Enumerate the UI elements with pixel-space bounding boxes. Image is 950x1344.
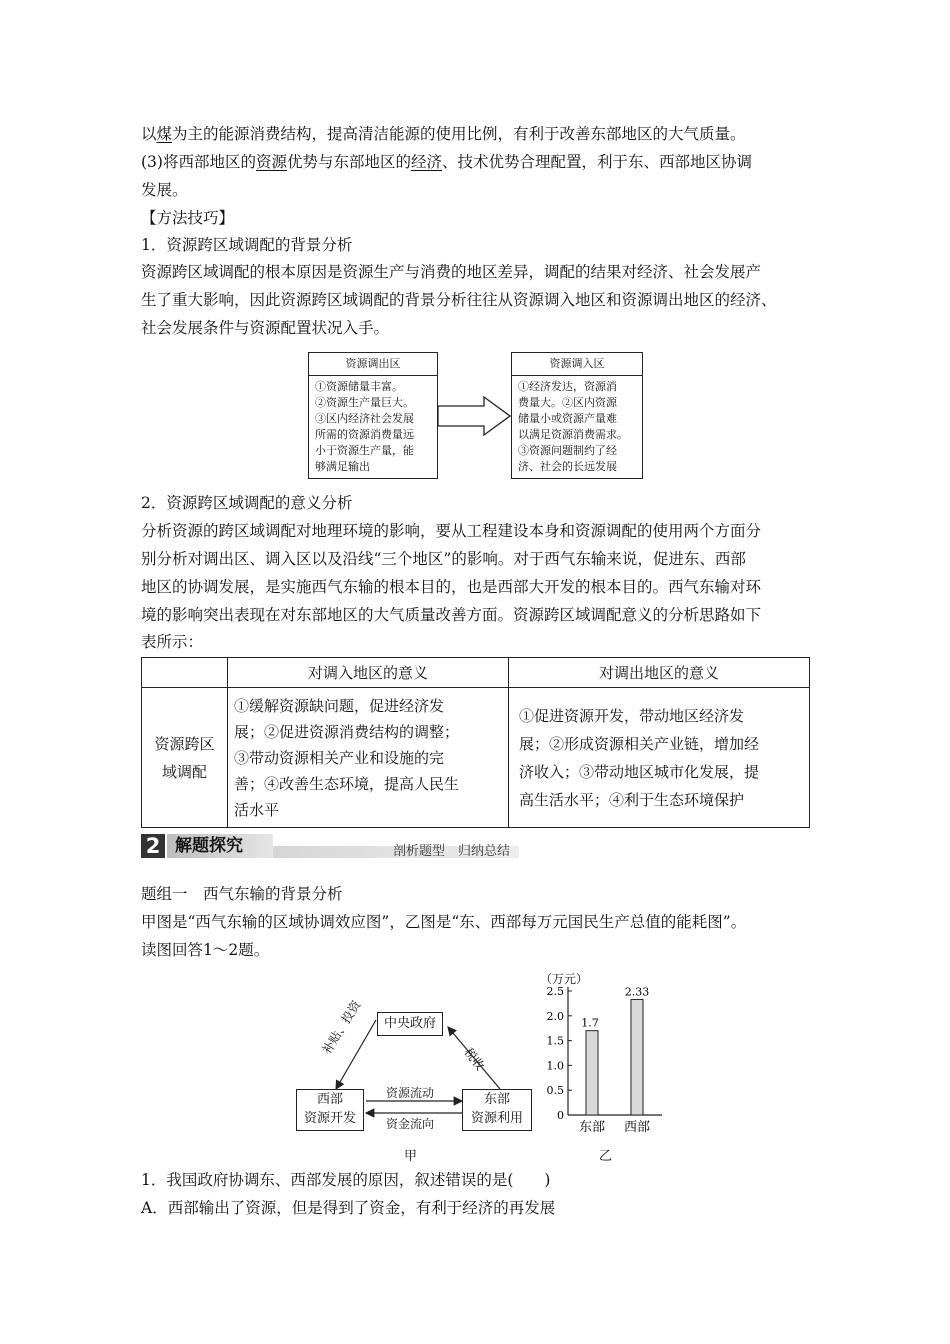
table-row-label: 资源跨区 域调配 <box>142 688 228 828</box>
bar-data-label: 1.7 <box>581 1016 599 1030</box>
group-title: 题组一 西气东输的背景分析 <box>141 885 343 903</box>
flow-arrow-icon <box>436 395 512 437</box>
y-tick-label: 1.0 <box>546 1059 564 1073</box>
y-tick-label: 2.5 <box>546 985 564 998</box>
sec1-line: 生了重大影响，因此资源跨区域调配的背景分析往往从资源调入地区和资源调出地区的经济、 <box>141 291 777 309</box>
x-tick-label: 东部 <box>578 1120 606 1135</box>
x-tick-label: 西部 <box>623 1120 651 1135</box>
caption-jia: 甲 <box>404 1149 418 1164</box>
sec1-line: 社会发展条件与资源配置状况入手。 <box>141 319 390 337</box>
significance-table <box>141 657 810 828</box>
energy-bar-chart <box>534 985 664 1145</box>
sec2-line: 境的影响突出表现在对东部地区的大气质量改善方面。资源跨区域调配意义的分析思路如下 <box>141 606 762 624</box>
y-tick-label: 1.5 <box>546 1034 564 1048</box>
bar <box>586 1031 598 1115</box>
sec2-line: 地区的协调发展，是实施西气东输的根本目的，也是西部大开发的根本目的。西气东输对环 <box>141 578 762 596</box>
banner-title: 解题探究 <box>175 836 243 856</box>
table-header-cell: 对调入地区的意义 <box>228 658 509 688</box>
question-option-a[interactable]: A．西部输出了资源，但是得到了资金，有利于经济的再发展 <box>141 1199 556 1217</box>
sec2-line: 表所示： <box>141 633 204 651</box>
table-cell-out: ①促进资源开发，带动地区经济发 展；②形成资源相关产业链，增加经 济收入；③带动地区城市化发展，提 高生活水平；④利于生态环境保护 <box>509 688 810 828</box>
resource-out-box <box>308 352 438 479</box>
in-box-title: 资源调入区 <box>512 353 642 376</box>
para-line-1: 以煤为主的能源消费结构，提高清洁能源的使用比例，有利于改善东部地区的大气质量。 <box>141 125 746 143</box>
label-money-flow: 资金流向 <box>386 1117 435 1131</box>
sec1-line: 资源跨区域调配的根本原因是资源生产与消费的地区差异，调配的结果对经济、社会发展产 <box>141 263 762 281</box>
label-resource-flow: 资源流动 <box>386 1086 435 1100</box>
node-west: 西部 资源开发 <box>296 1089 364 1131</box>
sec1-title: 1．资源跨区域调配的背景分析 <box>141 236 353 254</box>
out-box-title: 资源调出区 <box>309 353 437 376</box>
node-central-gov: 中央政府 <box>377 1012 443 1036</box>
resource-in-box <box>511 352 643 479</box>
group-line: 读图回答1～2题。 <box>141 941 270 959</box>
bar <box>631 999 643 1115</box>
table-row <box>142 688 810 828</box>
y-tick-label: 0 <box>557 1109 564 1122</box>
question-stem: 1．我国政府协调东、西部发展的原因，叙述错误的是( ) <box>141 1171 551 1189</box>
label-tax: 税收 <box>461 1045 488 1073</box>
caption-yi: 乙 <box>599 1149 613 1164</box>
para-line-2: (3)将西部地区的资源优势与东部地区的经济、技术优势合理配置，利于东、西部地区协调 <box>141 153 753 171</box>
sec2-line: 分析资源的跨区域调配对地理环境的影响，要从工程建设本身和资源调配的使用两个方面分 <box>141 522 762 540</box>
section-banner <box>141 832 519 862</box>
node-east: 东部 资源利用 <box>462 1089 532 1131</box>
banner-subtitle: 剖析题型 归纳总结 <box>393 844 511 859</box>
para-line-3: 发展。 <box>141 181 188 199</box>
table-cell-in: ①缓解资源缺问题，促进经济发 展；②促进资源消费结构的调整； ③带动资源相关产业和设施的完 善；④改善生态环境，提高人民生 活水平 <box>228 688 509 828</box>
banner-number: 2 <box>141 834 165 858</box>
chart-ylabel: （万元） <box>540 972 589 986</box>
group-line: 甲图是“西气东输的区域协调效应图”，乙图是“东、西部每万元国民生产总值的能耗图”。 <box>141 913 747 931</box>
bar-data-label: 2.33 <box>624 985 650 999</box>
y-tick-label: 0.5 <box>546 1084 564 1098</box>
method-heading: 【方法技巧】 <box>141 209 235 227</box>
table-header-row <box>142 658 810 688</box>
y-tick-label: 2.0 <box>546 1009 564 1023</box>
out-box-body: ①资源储量丰富。 ②资源生产量巨大。 ③区内经济社会发展 所需的资源消费量远 小于资源生产量，能 够满足输出 <box>315 380 414 473</box>
in-box-body: ①经济发达，资源消 费量大。②区内资源 储量小或资源产量难 以满足资源消费需求。 ③资源问题制约了经 济、社会的长远发展 <box>518 380 628 473</box>
table-header-cell <box>142 658 228 688</box>
table-header-cell: 对调出地区的意义 <box>509 658 810 688</box>
sec2-title: 2．资源跨区域调配的意义分析 <box>141 494 353 512</box>
sec2-line: 别分析对调出区、调入区以及沿线“三个地区”的影响。对于西气东输来说，促进东、西部 <box>141 550 746 568</box>
label-subsidy: 补贴、投资 <box>319 998 364 1057</box>
